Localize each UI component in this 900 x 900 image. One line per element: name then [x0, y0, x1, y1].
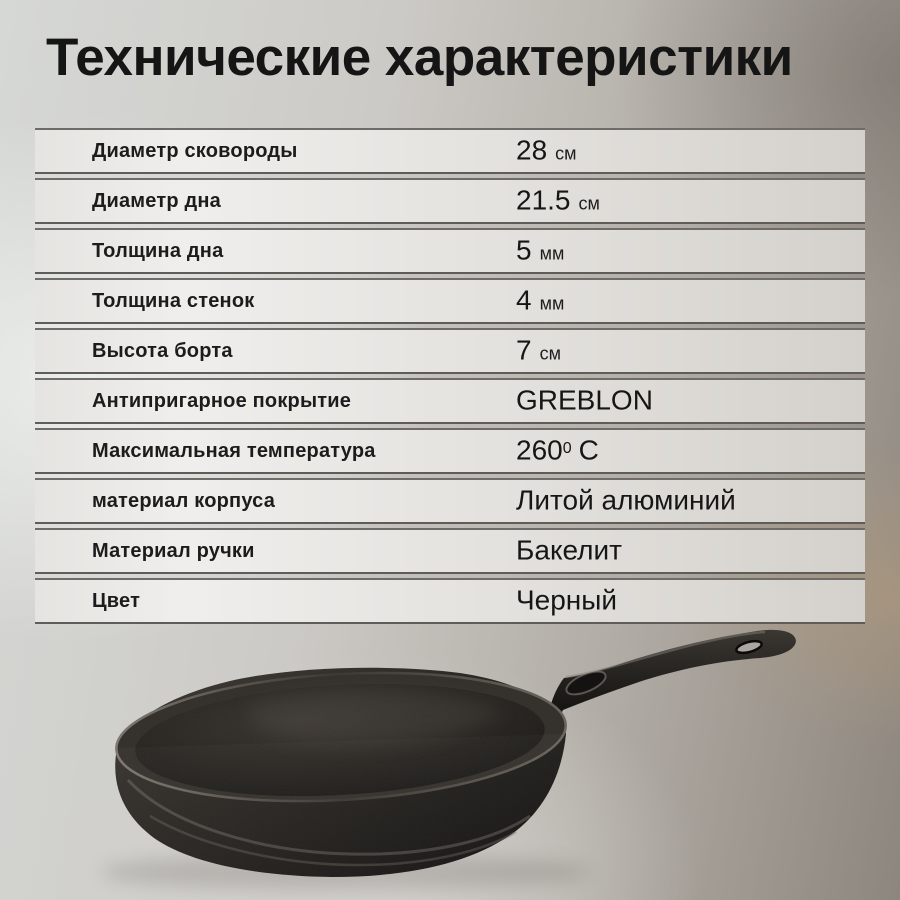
spec-value — [516, 584, 617, 616]
spec-value — [516, 284, 564, 316]
spec-row — [35, 128, 865, 174]
spec-unit: мм — [539, 293, 565, 314]
product-photo-frying-pan — [0, 620, 900, 900]
spec-value-suffix: C — [578, 434, 599, 466]
spec-unit: мм — [539, 243, 565, 264]
pan-handle — [545, 630, 796, 738]
spec-unit: см — [555, 143, 577, 164]
spec-label: Толщина дна — [92, 239, 224, 262]
spec-unit: см — [578, 193, 600, 214]
spec-row — [35, 528, 865, 574]
spec-value — [516, 484, 736, 516]
spec-row — [35, 228, 865, 274]
spec-value-main: GREBLON — [516, 384, 653, 416]
spec-value-main: 7 — [516, 334, 532, 366]
spec-value — [516, 534, 622, 566]
spec-label: материал корпуса — [92, 489, 276, 512]
spec-label: Диаметр сковороды — [92, 139, 298, 162]
spec-value-main: 21.5 — [516, 184, 571, 216]
spec-row — [35, 578, 865, 624]
spec-unit: см — [539, 343, 561, 364]
spec-label: Высота борта — [92, 339, 233, 362]
spec-table — [35, 128, 865, 628]
spec-label: Максимальная температура — [92, 439, 376, 462]
spec-value-main: 28 — [516, 134, 548, 166]
spec-value-main: Литой алюминий — [516, 484, 736, 516]
spec-label: Материал ручки — [92, 539, 255, 562]
spec-row — [35, 178, 865, 224]
spec-value-main: 5 — [516, 234, 532, 266]
spec-value-superscript: 0 — [562, 440, 572, 458]
spec-value-main: 260 — [516, 434, 563, 466]
spec-row — [35, 378, 865, 424]
spec-row — [35, 328, 865, 374]
spec-row — [35, 278, 865, 324]
spec-label: Диаметр дна — [92, 189, 221, 212]
spec-value-main: Бакелит — [516, 534, 622, 566]
spec-value-main: 4 — [516, 284, 532, 316]
spec-label: Цвет — [92, 589, 141, 612]
page-title: Технические характеристики — [46, 28, 793, 87]
spec-label: Антипригарное покрытие — [92, 389, 352, 412]
spec-value — [516, 434, 599, 466]
spec-value — [516, 134, 577, 166]
spec-value — [516, 334, 561, 366]
spec-value-main: Черный — [516, 584, 618, 616]
spec-row — [35, 478, 865, 524]
spec-value — [516, 384, 653, 416]
spec-row — [35, 428, 865, 474]
spec-value — [516, 184, 600, 216]
spec-value — [516, 234, 564, 266]
spec-label: Толщина стенок — [92, 289, 255, 312]
